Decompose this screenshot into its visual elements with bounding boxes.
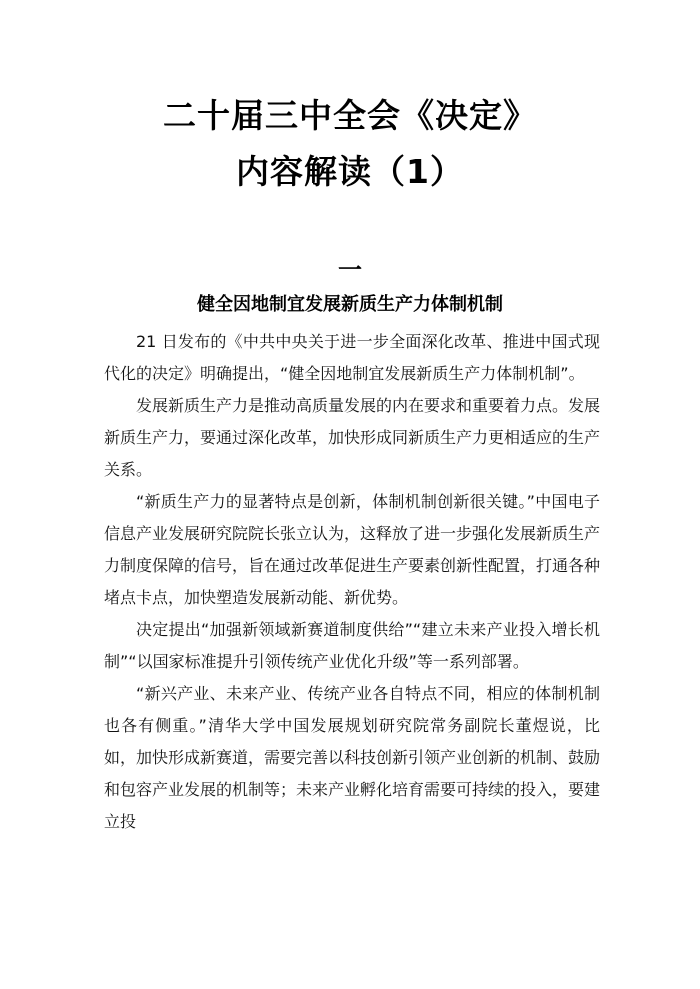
section-number: 一 <box>338 256 362 284</box>
paragraph-4: 决定提出“加强新领域新赛道制度供给”“建立未来产业投入增长机制”“以国家标准提升引领传统产业优化升级”等一系列部署。 <box>104 620 600 671</box>
document-title-line2: 内容解读（1） <box>236 152 464 191</box>
paragraph-3: “新质生产力的显著特点是创新，体制机制创新很关键。”中国电子信息产业发展研究院院长张立认为，这释放了进一步强化发展新质生产力制度保障的信号，旨在通过改革促进生产要素创新性配置，打通各种堵点卡点，加快塑造发展新动能、新优势。 <box>104 492 601 607</box>
document-title-line1: 二十届三中全会《决定》 <box>163 96 537 135</box>
section-heading: 健全因地制宜发展新质生产力体制机制 <box>197 294 503 315</box>
paragraph-2: 发展新质生产力是推动高质量发展的内在要求和重要着力点。发展新质生产力，要通过深化改革，加快形成同新质生产力更相适应的生产关系。 <box>104 396 601 479</box>
paragraph-5: “新兴产业、未来产业、传统产业各自特点不同，相应的体制机制也各有侧重。”清华大学中国发展规划研究院常务副院长董煜说，比如，加快形成新赛道，需要完善以科技创新引领产业创新的机制、鼓励和包容产业发展的机制等；未来产业孵化培育需要可持续的投入，要建立投 <box>104 684 601 831</box>
paragraph-1: 21 日发布的《中共中央关于进一步全面深化改革、推进中国式现代化的决定》明确提出，“健全因地制宜发展新质生产力体制机制”。 <box>104 332 600 383</box>
body-text <box>104 326 600 838</box>
